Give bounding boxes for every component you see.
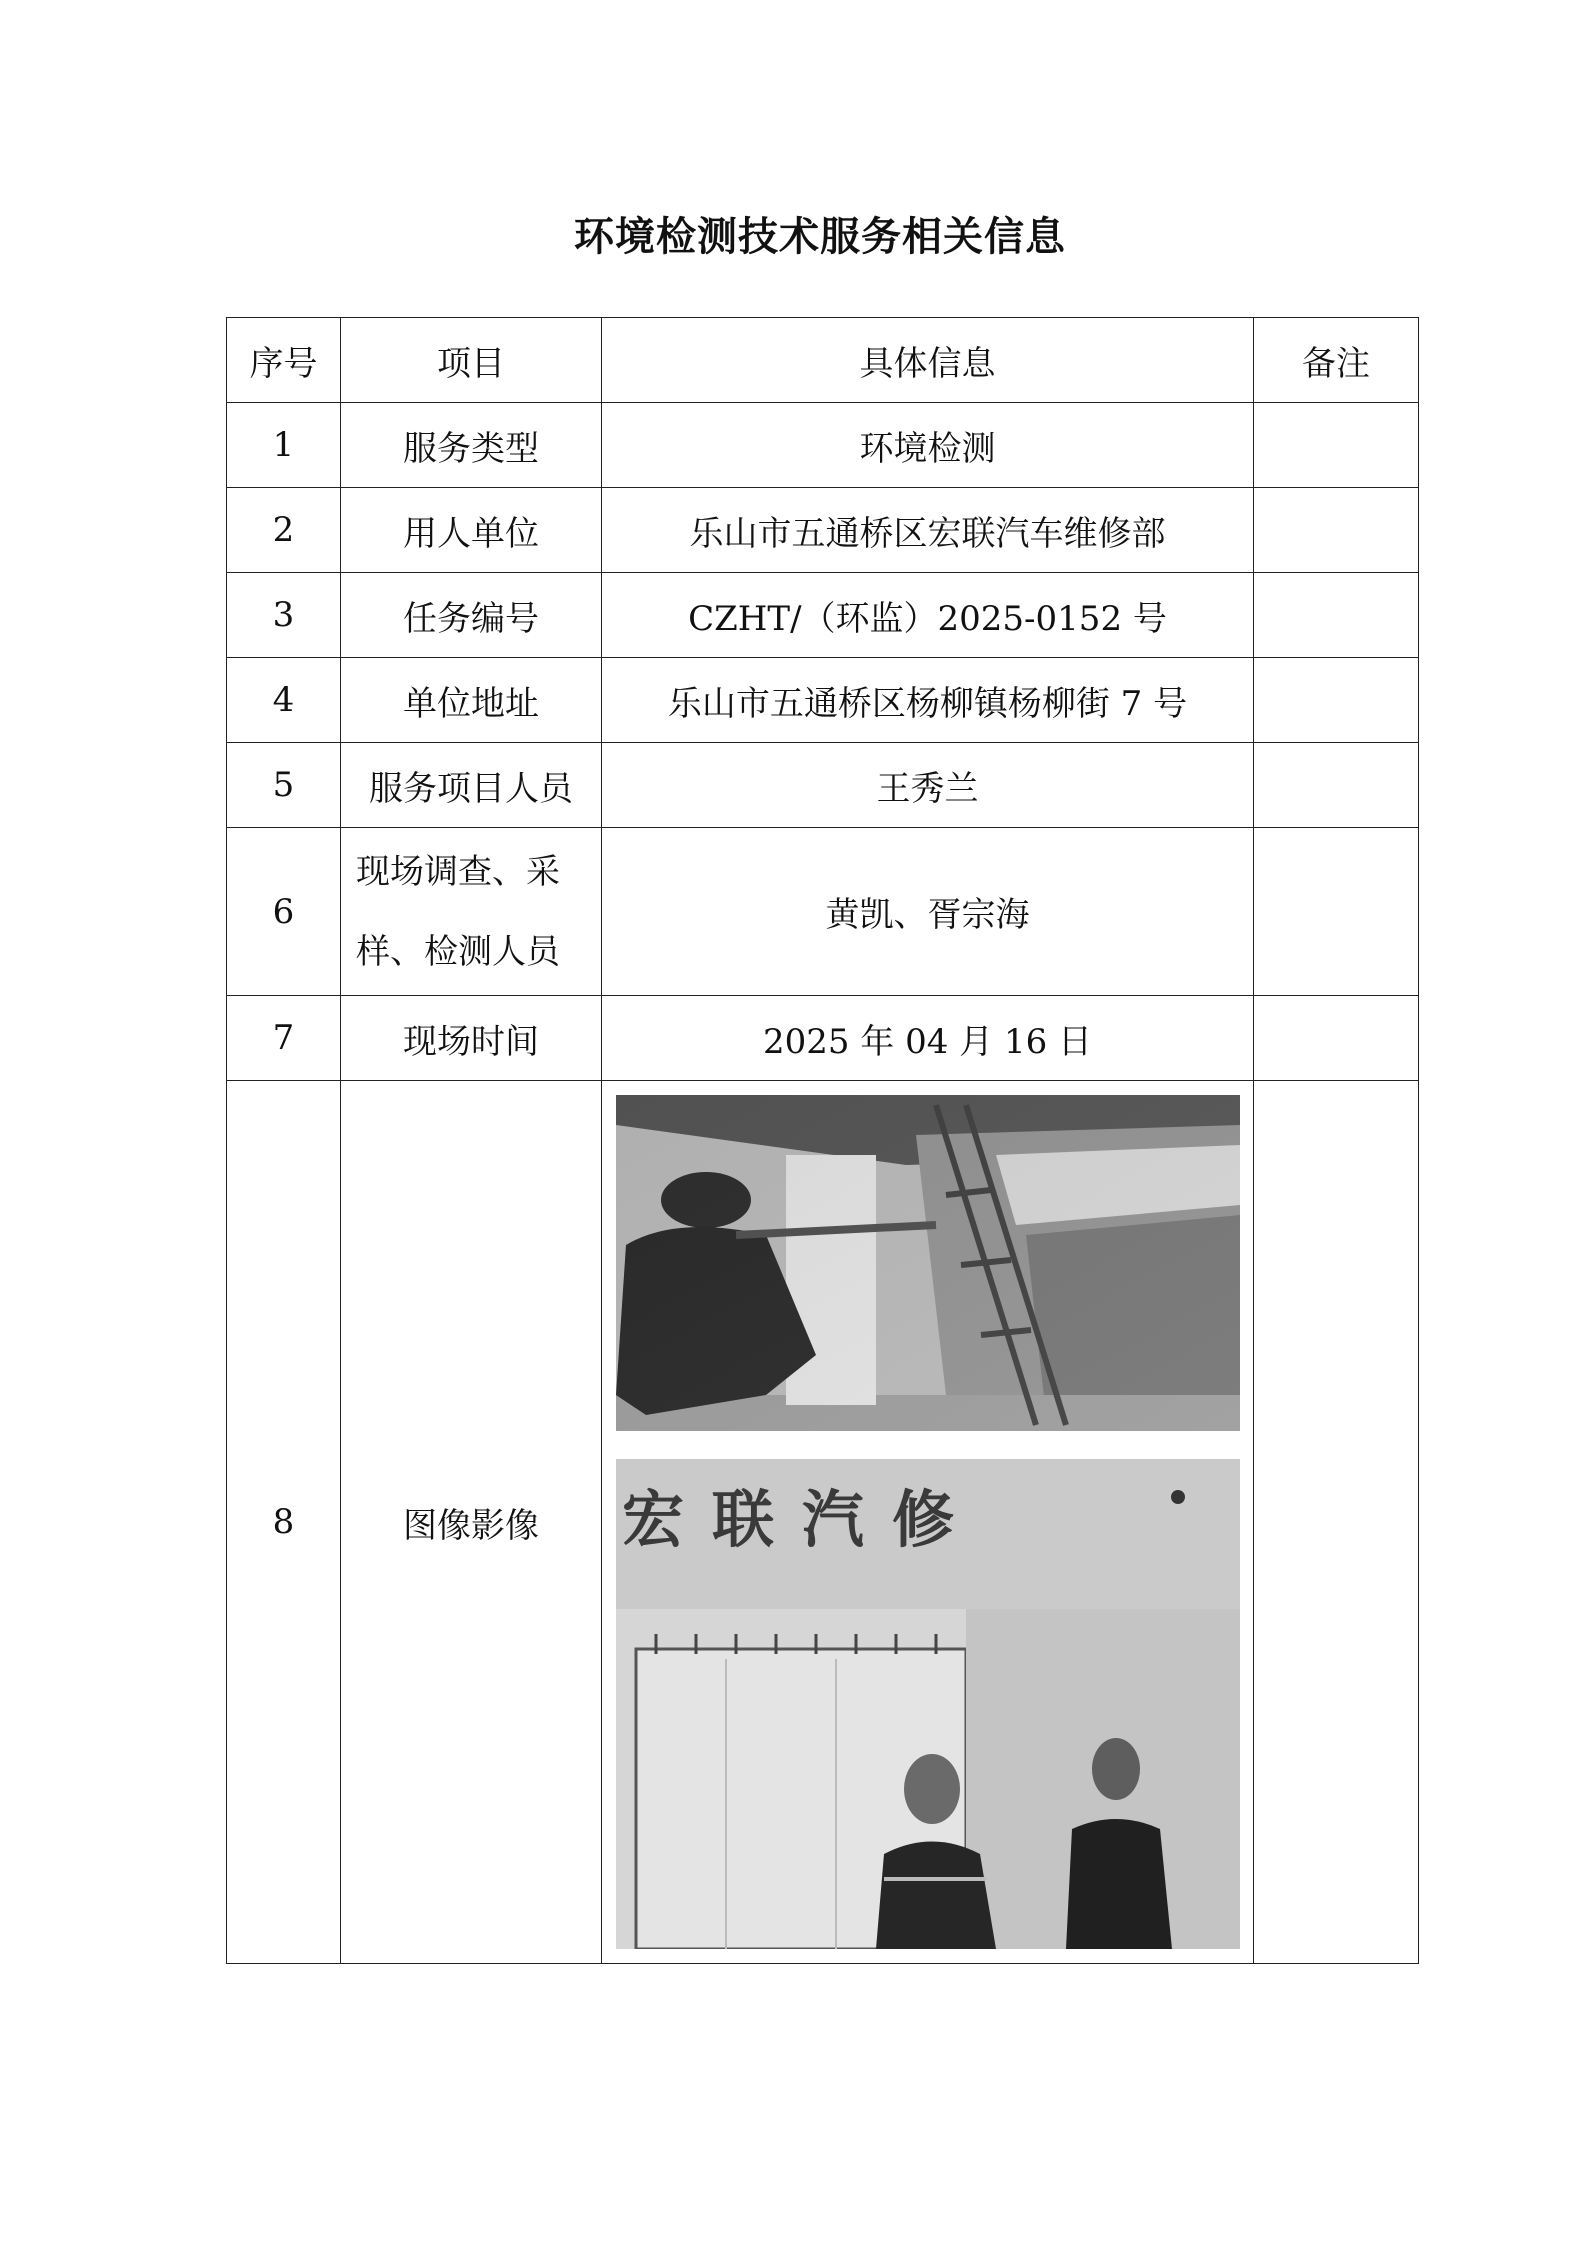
header-index: 序号 (227, 318, 341, 403)
row-detail: CZHT/（环监）2025-0152 号 (602, 573, 1254, 658)
table-row (227, 996, 1419, 1081)
row-item: 单位地址 (341, 658, 602, 743)
row-remark (1254, 743, 1419, 828)
site-photo-building (616, 1459, 1240, 1949)
row-detail: 环境检测 (602, 403, 1254, 488)
info-table (226, 317, 1419, 1964)
header-item: 项目 (341, 318, 602, 403)
row-remark (1254, 658, 1419, 743)
row-index: 5 (227, 743, 341, 828)
site-photo-worker (616, 1095, 1240, 1431)
row-item: 图像影像 (341, 1081, 602, 1964)
row-remark (1254, 828, 1419, 996)
table-row (227, 658, 1419, 743)
row-remark (1254, 573, 1419, 658)
row-item: 用人单位 (341, 488, 602, 573)
row-remark (1254, 996, 1419, 1081)
row-remark (1254, 488, 1419, 573)
row-index: 4 (227, 658, 341, 743)
row-item: 服务类型 (341, 403, 602, 488)
row-item: 现场时间 (341, 996, 602, 1081)
photo-container (602, 1081, 1253, 1963)
row-detail: 2025 年 04 月 16 日 (602, 996, 1254, 1081)
table-row (227, 1081, 1419, 1964)
row-item: 服务项目人员 (341, 743, 602, 828)
row-detail: 王秀兰 (602, 743, 1254, 828)
page-title: 环境检测技术服务相关信息 (574, 214, 1066, 260)
row-index: 3 (227, 573, 341, 658)
row-index: 8 (227, 1081, 341, 1964)
row-index: 2 (227, 488, 341, 573)
table-row (227, 488, 1419, 573)
row-detail: 乐山市五通桥区宏联汽车维修部 (602, 488, 1254, 573)
table-row (227, 743, 1419, 828)
row-detail: 黄凯、胥宗海 (602, 828, 1254, 996)
table-header-row (227, 318, 1419, 403)
row-item-text: 现场调查、采样、检测人员 (356, 851, 560, 972)
photo-sign-text: 宏联汽修 (621, 1483, 982, 1556)
row-index: 6 (227, 828, 341, 996)
row-remark (1254, 1081, 1419, 1964)
table-row (227, 403, 1419, 488)
table-row (227, 573, 1419, 658)
header-remark: 备注 (1254, 318, 1419, 403)
row-index: 7 (227, 996, 341, 1081)
row-index: 1 (227, 403, 341, 488)
row-item: 任务编号 (341, 573, 602, 658)
header-detail: 具体信息 (602, 318, 1254, 403)
table-row (227, 828, 1419, 996)
row-remark (1254, 403, 1419, 488)
row-detail: 乐山市五通桥区杨柳镇杨柳街 7 号 (602, 658, 1254, 743)
row-item (341, 828, 602, 996)
row-detail-images (602, 1081, 1254, 1964)
